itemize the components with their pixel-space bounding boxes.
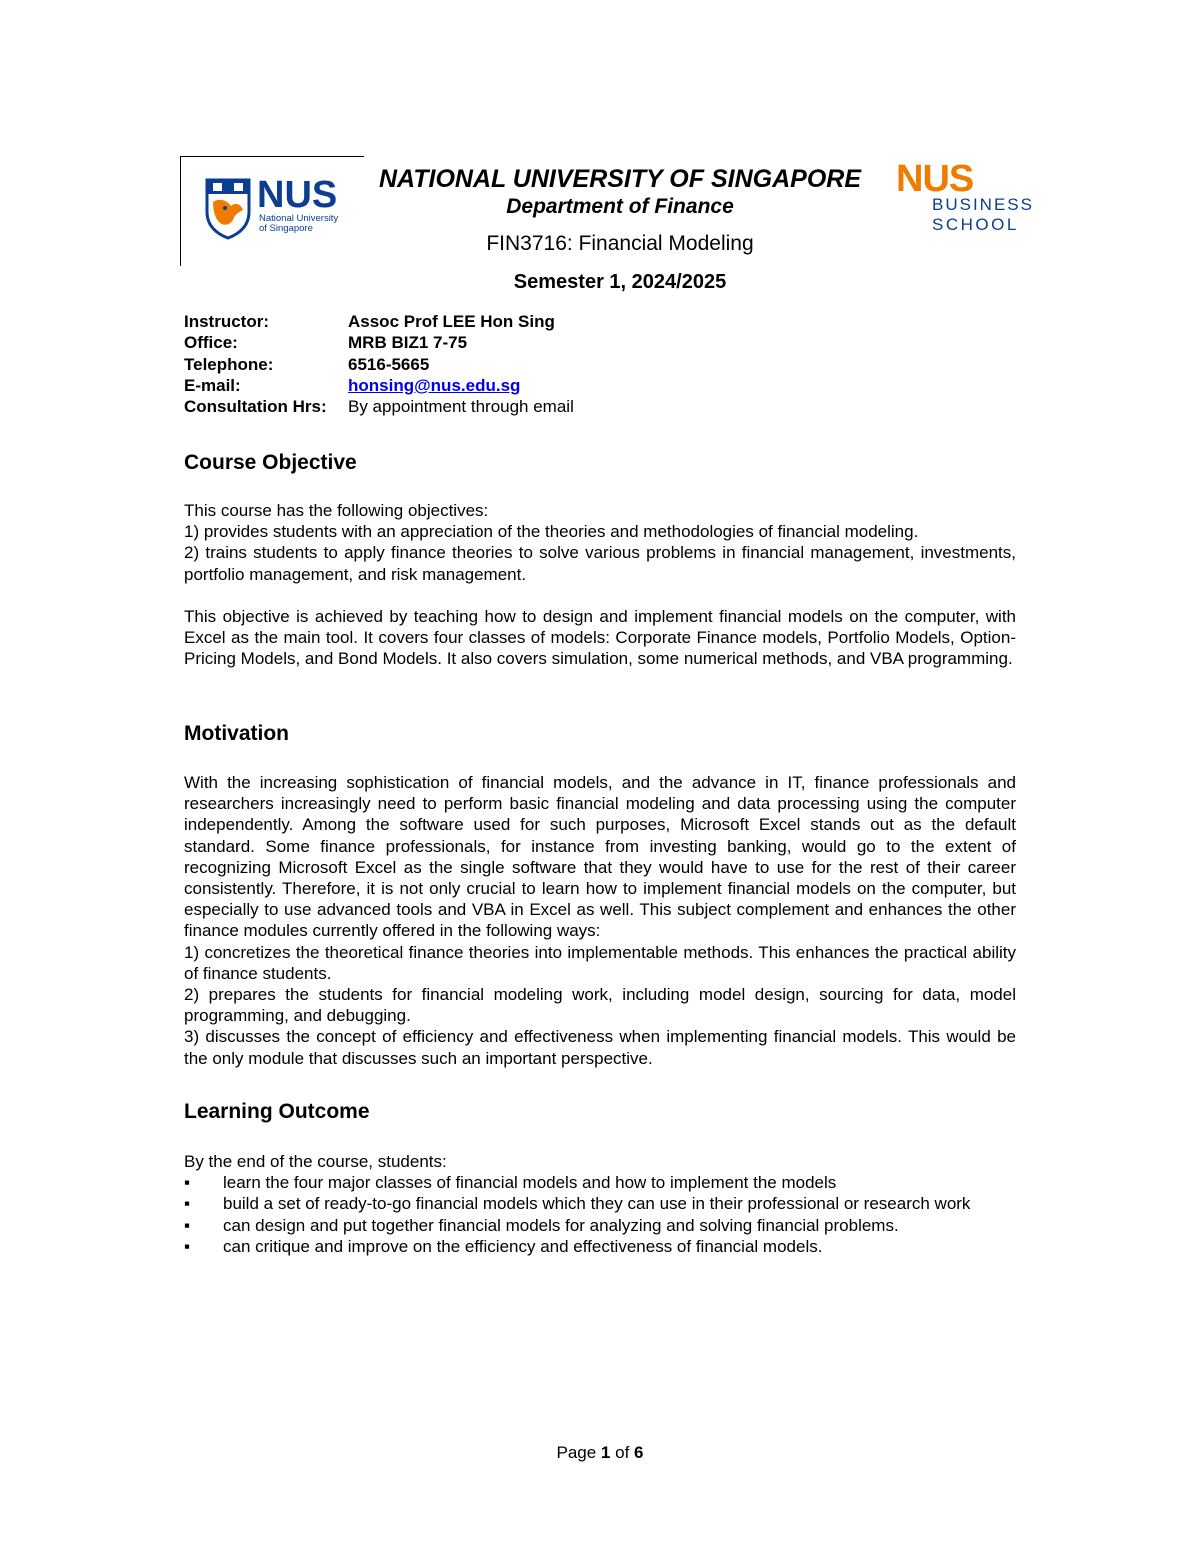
- nus-logo: [205, 174, 345, 242]
- university-title: NATIONAL UNIVERSITY OF SINGAPORE: [379, 165, 861, 193]
- list-item-text: learn the four major classes of financial models and how to implement the models: [223, 1173, 837, 1193]
- semester-title: Semester 1, 2024/2025: [513, 271, 727, 293]
- page-of-word: of: [615, 1443, 630, 1462]
- biz-logo-word: NUS: [896, 158, 974, 200]
- list-item: [184, 1172, 1016, 1193]
- nus-logo-subtitle: [259, 214, 338, 234]
- info-label: Office:: [184, 333, 238, 353]
- page-word: Page: [556, 1443, 597, 1462]
- info-value: [348, 375, 520, 396]
- info-value: 6516-5665: [348, 354, 430, 374]
- motivation-item-3: 3) discusses the concept of efficiency and effectiveness when implementing financial models. This would be the only module that discusses such an important perspective.: [184, 1027, 1016, 1068]
- info-label: Telephone:: [184, 354, 274, 374]
- list-item: [184, 1215, 1016, 1236]
- list-item: [184, 1193, 1016, 1214]
- list-item-text: build a set of ready-to-go financial models which they can use in their professional or research work: [223, 1194, 971, 1214]
- nus-business-school-logo: [896, 160, 1041, 240]
- page-current: 1: [600, 1443, 611, 1462]
- nus-crest-icon: [205, 178, 251, 240]
- nus-logo-sub-line1: National University: [259, 213, 339, 224]
- info-value: Assoc Prof LEE Hon Sing: [348, 312, 555, 331]
- info-value: By appointment through email: [348, 397, 574, 417]
- objective-item-1: 1) provides students with an appreciation of the theories and methodologies of financial modeling.: [184, 522, 919, 542]
- page-footer: [0, 1443, 1200, 1463]
- department-title: Department of Finance: [506, 195, 734, 218]
- info-value: MRB BIZ1 7-75: [348, 333, 468, 353]
- objective-item-2: 2) trains students to apply finance theories to solve various problems in financial management, investments, portfolio management, and risk management.: [184, 543, 1016, 584]
- motivation-item-2: 2) prepares the students for financial modeling work, including model design, sourcing for data, model programming, and debugging.: [184, 985, 1016, 1026]
- list-item: [184, 1236, 1016, 1257]
- motivation-heading: Motivation: [184, 722, 289, 745]
- learning-outcome-intro: By the end of the course, students:: [184, 1152, 447, 1171]
- page-total: 6: [634, 1443, 644, 1462]
- nus-logo-word: NUS: [257, 174, 338, 216]
- motivation-section: [184, 772, 1016, 1069]
- bullet-icon: ▪: [184, 1236, 191, 1256]
- info-label: Instructor:: [184, 312, 269, 331]
- learning-outcome-heading: Learning Outcome: [184, 1100, 370, 1123]
- course-title: FIN3716: Financial Modeling: [486, 232, 754, 255]
- info-label: E-mail:: [184, 375, 241, 395]
- bullet-icon: ▪: [184, 1194, 191, 1214]
- learning-outcome-list: [184, 1172, 1016, 1257]
- info-label: Consultation Hrs:: [184, 397, 327, 417]
- biz-logo-line3: SCHOOL: [932, 215, 1019, 234]
- course-objective-section: [184, 500, 1016, 670]
- objective-intro: This course has the following objectives:: [184, 501, 489, 520]
- objective-paragraph: This objective is achieved by teaching how to design and implement financial models on the computer, with Excel as the main tool. It covers four classes of models: Corporate Finance models, Portfolio Models, Option-Pricing Models, and Bond Models. It also covers simulation, some numerical methods, and VBA programming.: [184, 607, 1016, 669]
- motivation-paragraph: With the increasing sophistication of financial models, and the advance in IT, finance professionals and researchers increasingly need to perform basic financial modeling and data processing using the computer independently. Among the software used for such purposes, Microsoft Excel stands out as the default standard. Some finance professionals, for instance from investing banking, would go to the extent of recognizing Microsoft Excel as the single software that they would have to use for the rest of their career consistently. Therefore, it is not only crucial to learn how to implement financial models on the computer, but especially to use advanced tools and VBA in Excel as well. This subject complement and enhances the other finance modules currently offered in the following ways:: [184, 773, 1016, 941]
- email-link[interactable]: honsing@nus.edu.sg: [348, 375, 521, 395]
- list-item-text: can critique and improve on the efficiency and effectiveness of financial models.: [223, 1236, 823, 1256]
- bullet-icon: ▪: [184, 1173, 191, 1193]
- course-objective-heading: Course Objective: [184, 451, 357, 474]
- list-item-text: can design and put together financial models for analyzing and solving financial problems.: [223, 1215, 899, 1235]
- nus-logo-sub-line2: of Singapore: [259, 223, 313, 234]
- bullet-icon: ▪: [184, 1215, 191, 1235]
- motivation-item-1: 1) concretizes the theoretical finance theories into implementable methods. This enhances the practical ability of finance students.: [184, 942, 1016, 983]
- biz-logo-line2: BUSINESS: [932, 195, 1034, 214]
- learning-outcome-section: [184, 1151, 1016, 1257]
